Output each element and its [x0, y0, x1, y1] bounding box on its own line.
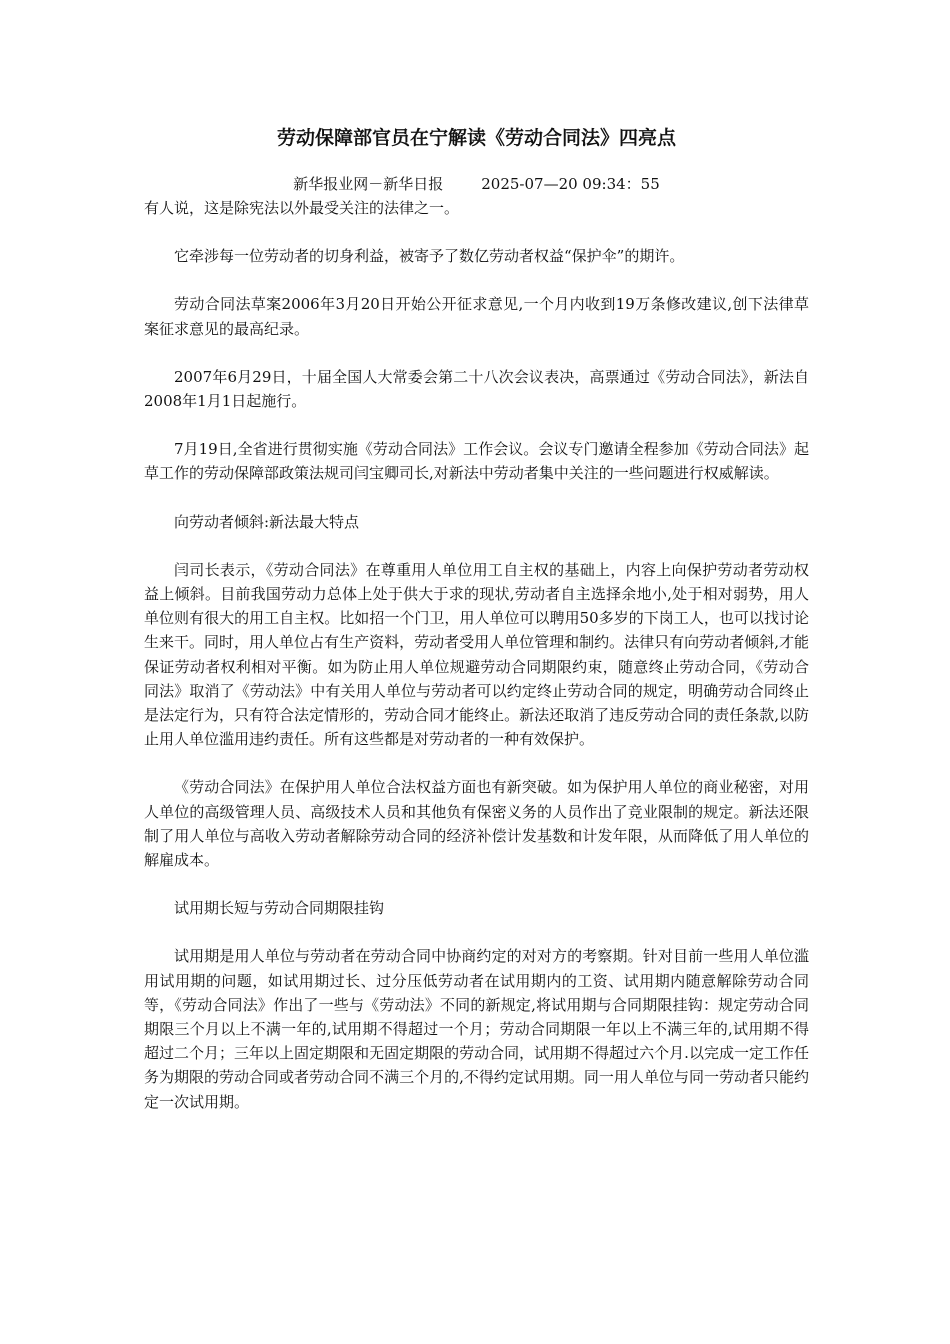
paragraph-3: 劳动合同法草案2006年3月20日开始公开征求意见,一个月内收到19万条修改建议,创下法律草案征求意见的最高纪录。 [144, 295, 809, 338]
section-heading-2: 试用期长短与劳动合同期限挂钩 [174, 899, 385, 918]
paragraph-4: 2007年6月29日，十届全国人大常委会第二十八次会议表决，高票通过《劳动合同法》，新法自2008年1月1日起施行。 [144, 367, 809, 411]
article-meta [144, 173, 809, 195]
paragraph-5: 7月19日,全省进行贯彻实施《劳动合同法》工作会议。会议专门邀请全程参加《劳动合同法》起草工作的劳动保障部政策法规司闫宝卿司长,对新法中劳动者集中关注的一些问题进行权威解读。 [144, 440, 809, 483]
section-heading-1: 向劳动者倾斜:新法最大特点 [174, 512, 360, 531]
paragraph-2: 它牵涉每一位劳动者的切身利益，被寄予了数亿劳动者权益“保护伞”的期许。 [174, 247, 685, 266]
article-title: 劳动保障部官员在宁解读《劳动合同法》四亮点 [276, 127, 676, 149]
paragraph-6: 闫司长表示，《劳动合同法》在尊重用人单位用工自主权的基础上，内容上向保护劳动者劳动权益上倾斜。目前我国劳动力总体上处于供大于求的现状,劳动者自主选择余地小,处于相对弱势，用人单位则有很大的用工自主权。比如招一个门卫，用人单位可以聘用50多岁的下岗工人，也可以找讨论生来干。同时，用人单位占有生产资料，劳动者受用人单位管理和制约。法律只有向劳动者倾斜,才能保证劳动者权利相对平衡。如为防止用人单位规避劳动合同期限约束，随意终止劳动合同，《劳动合同法》取消了《劳动法》中有关用人单位与劳动者可以约定终止劳动合同的规定，明确劳动合同终止是法定行为，只有符合法定情形的，劳动合同才能终止。新法还取消了违反劳动合同的责任条款,以防止用人单位滥用违约责任。所有这些都是对劳动者的一种有效保护。 [144, 560, 809, 749]
paragraph-1: 有人说，这是除宪法以外最受关注的法律之一。 [144, 199, 460, 217]
paragraph-8: 试用期是用人单位与劳动者在劳动合同中协商约定的对对方的考察期。针对目前一些用人单位滥用试用期的问题，如试用期过长、过分压低劳动者在试用期内的工资、试用期内随意解除劳动合同等，《劳动合同法》作出了一些与《劳动法》不同的新规定,将试用期与合同期限挂钩：规定劳动合同期限三个月以上不满一年的,试用期不得超过一个月；劳动合同期限一年以上不满三年的,试用期不得超过二个月；三年以上固定期限和无固定期限的劳动合同，试用期不得超过六个月.以完成一定工作任务为期限的劳动合同或者劳动合同不满三个月的,不得约定试用期。同一用人单位与同一劳动者只能约定一次试用期。 [144, 947, 809, 1111]
paragraph-7: 《劳动合同法》在保护用人单位合法权益方面也有新突破。如为保护用人单位的商业秘密，对用人单位的高级管理人员、高级技术人员和其他负有保密义务的人员作出了竞业限制的规定。新法还限制了用人单位与高收入劳动者解除劳动合同的经济补偿计发基数和计发年限，从而降低了用人单位的解雇成本。 [144, 778, 809, 870]
article-source: 新华报业网－新华日报 [293, 175, 444, 193]
article-datetime: 2025-07—20 09:34：55 [481, 175, 660, 193]
article-body [144, 196, 809, 1138]
